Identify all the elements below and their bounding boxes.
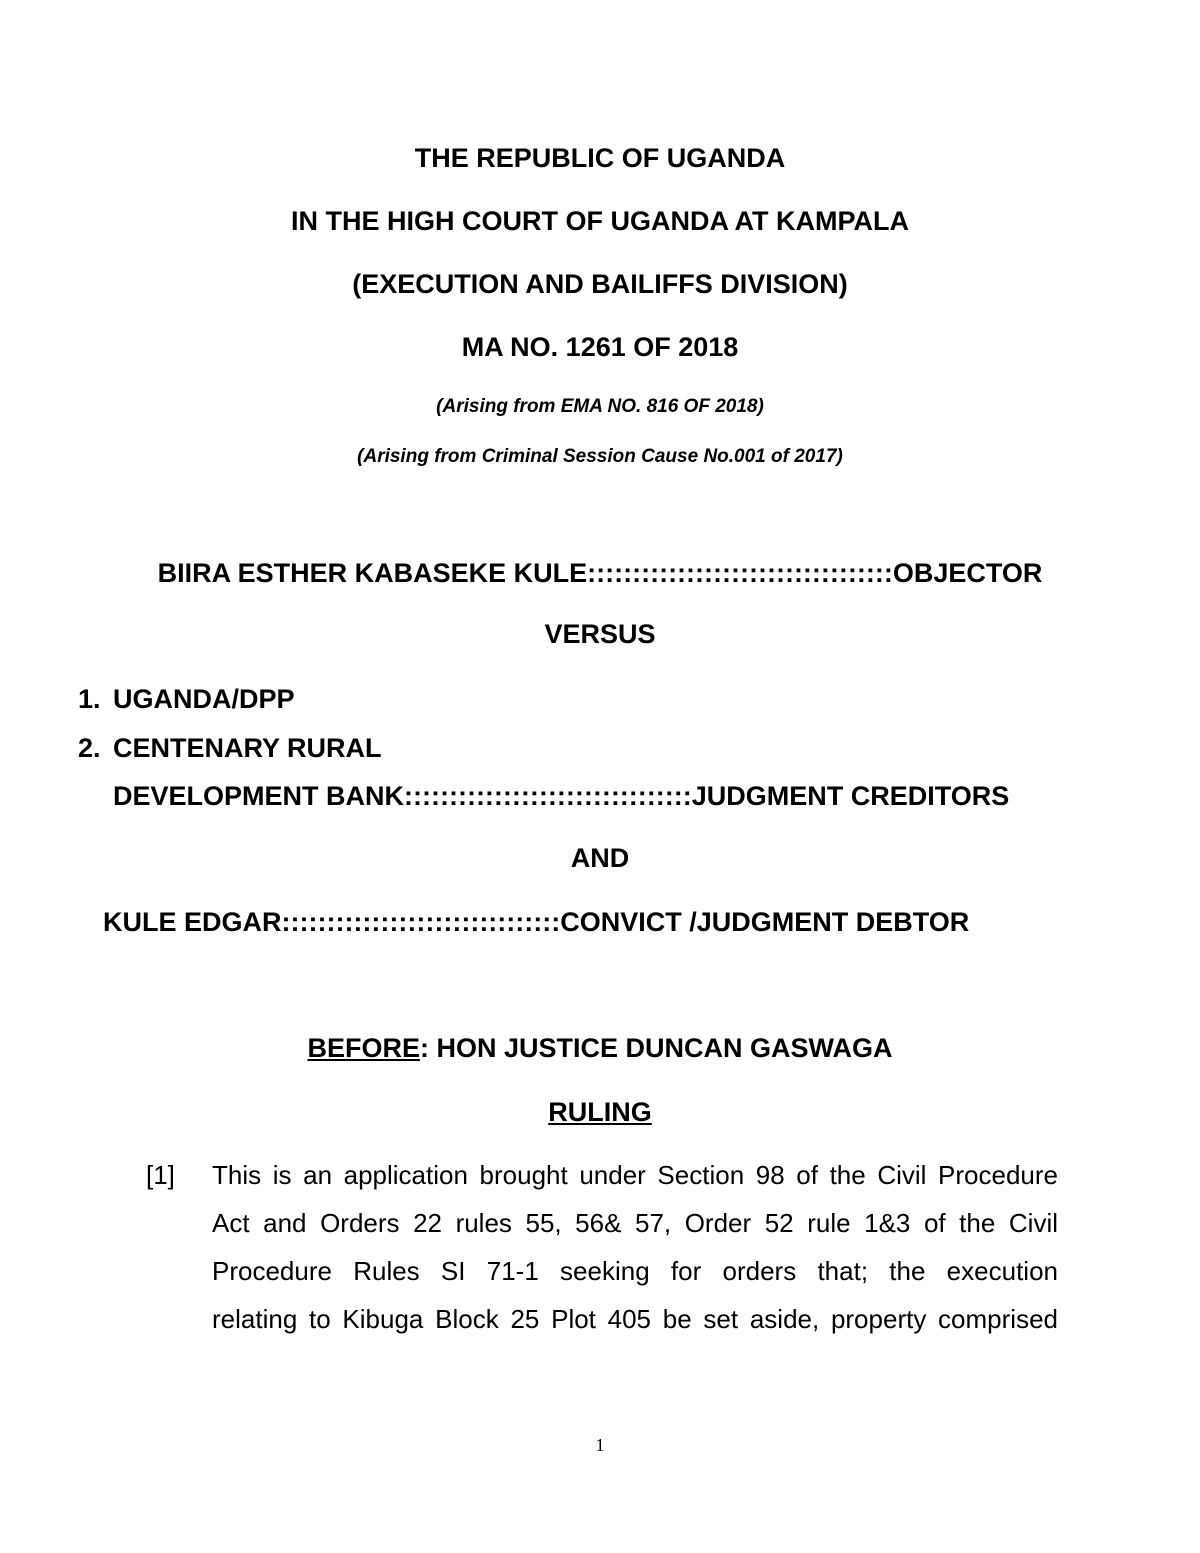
creditor-2-name-line2: DEVELOPMENT BANK::::::::::::::::::::::::::::::::JUDGMENT CREDITORS [113, 781, 1010, 811]
paragraph-line: Procedure Rules SI 71-1 seeking for orders that; the execution [212, 1256, 1058, 1286]
page-number: 1 [595, 1435, 605, 1455]
creditor-1-name: UGANDA/DPP [113, 684, 295, 714]
versus-label: VERSUS [544, 619, 656, 649]
paragraph-line: This is an application brought under Section 98 of the Civil Procedure [212, 1160, 1058, 1190]
before-line [0, 1035, 1200, 1062]
and-label: AND [570, 843, 630, 873]
creditor-1-number: 1. [78, 684, 101, 714]
paragraph-line: Act and Orders 22 rules 55, 56& 57, Order 52 rule 1&3 of the Civil [212, 1208, 1058, 1238]
before-label: BEFORE [307, 1033, 420, 1063]
creditor-2-name-line1: CENTENARY RURAL [113, 733, 382, 763]
paragraph-number: [1] [146, 1160, 175, 1190]
creditor-2-number: 2. [78, 733, 101, 763]
arising-from-ema: (Arising from EMA NO. 816 OF 2018) [436, 396, 764, 417]
republic-heading: THE REPUBLIC OF UGANDA [414, 143, 786, 173]
case-number: MA NO. 1261 OF 2018 [461, 332, 739, 362]
arising-from-criminal-session: (Arising from Criminal Session Cause No.001 of 2017) [357, 446, 843, 467]
ruling-title: RULING [548, 1097, 652, 1127]
ruling-title-line [0, 1099, 1200, 1126]
court-heading: IN THE HIGH COURT OF UGANDA AT KAMPALA [291, 206, 909, 236]
judge-name: HON JUSTICE DUNCAN GASWAGA [428, 1033, 893, 1063]
before-colon: : [419, 1033, 429, 1063]
judgment-debtor-line: KULE EDGAR:::::::::::::::::::::::::::::::CONVICT /JUDGMENT DEBTOR [103, 907, 970, 937]
paragraph-line: relating to Kibuga Block 25 Plot 405 be set aside, property comprised [212, 1304, 1058, 1334]
division-heading: (EXECUTION AND BAILIFFS DIVISION) [352, 269, 848, 299]
objector-line: BIIRA ESTHER KABASEKE KULE::::::::::::::::::::::::::::::::::OBJECTOR [157, 558, 1043, 588]
